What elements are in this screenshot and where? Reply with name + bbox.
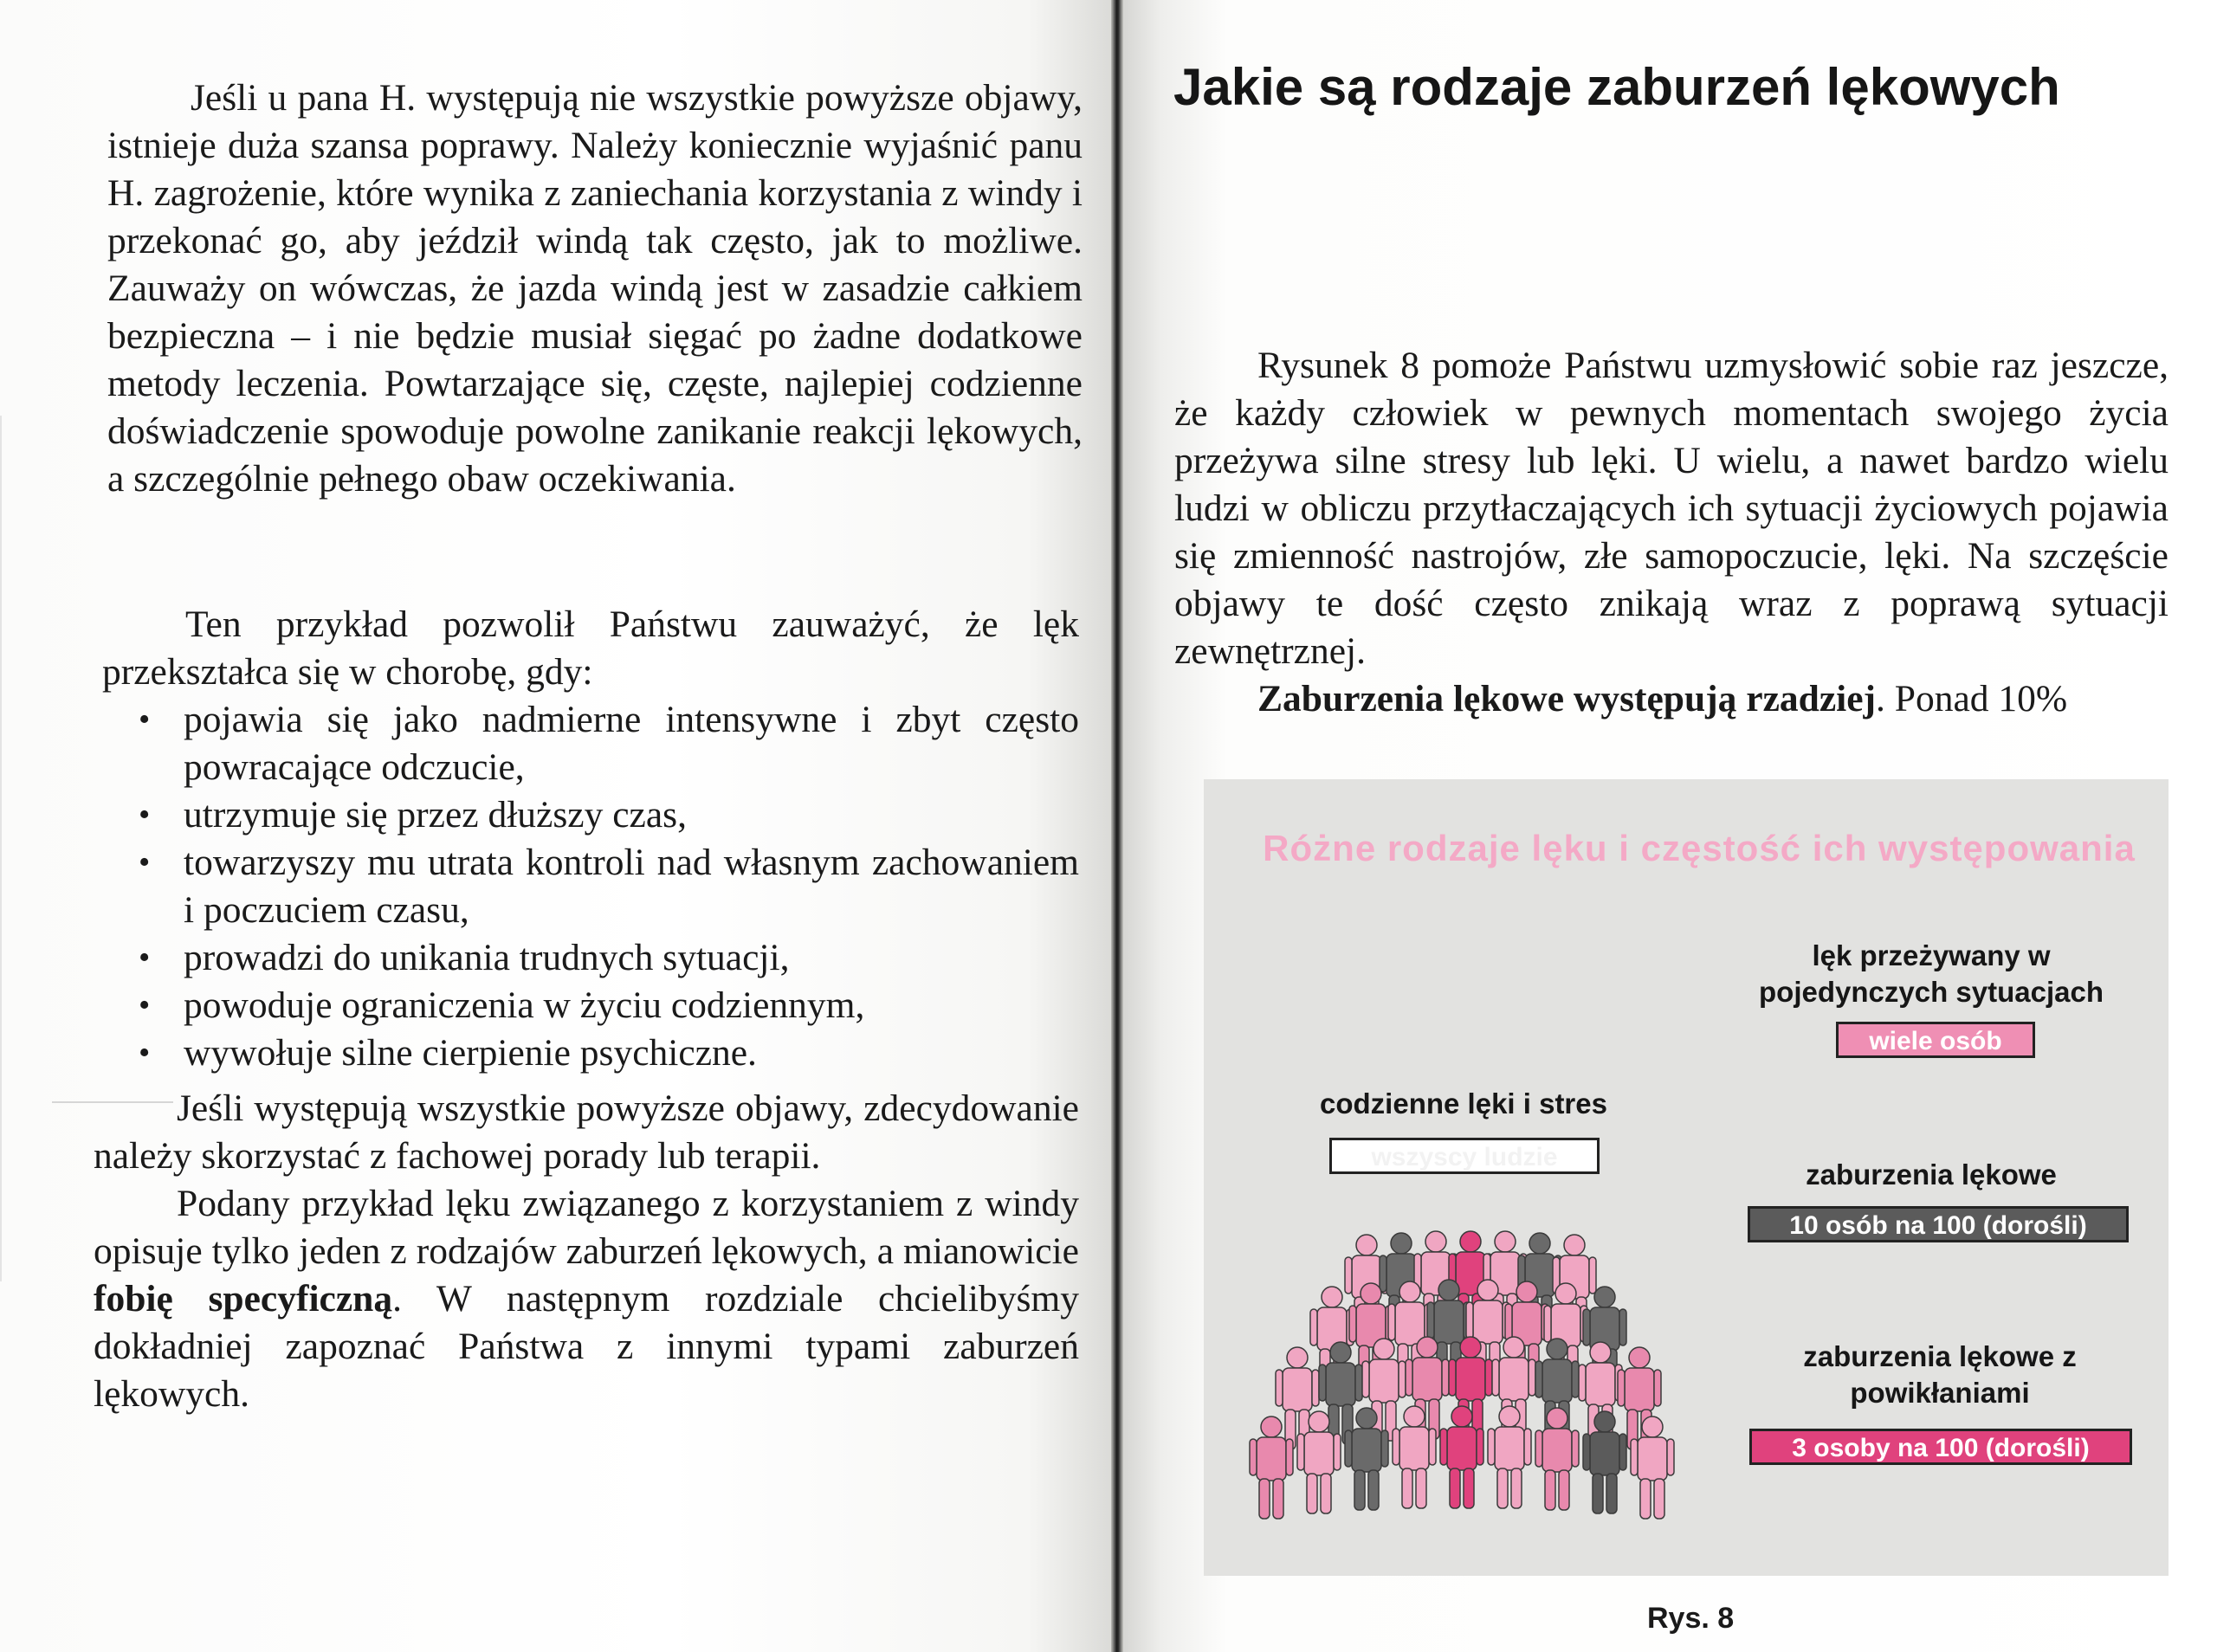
- frequency-box-disorders: 10 osób na 100 (dorośli): [1748, 1206, 2129, 1242]
- frequency-box-single-situations: wiele osób: [1836, 1022, 2035, 1058]
- book-gutter: [1111, 0, 1123, 1652]
- bold-statement: Zaburzenia lękowe występują rzadziej: [1257, 678, 1877, 720]
- list-item: [102, 791, 1079, 839]
- list-item-text: prowadzi do unikania trudnych sytuacji,: [184, 937, 790, 978]
- bullet-icon: •: [139, 701, 151, 738]
- left-paragraph-1-block: [107, 74, 1083, 503]
- right-paragraph-1: Rysunek 8 pomoże Państwu uzmysłowić sobie raz jeszcze, że każdy człowiek w pewnych momentach swojego życia przeżywa silne stresy lub lęki. U wielu, a nawet bardzo wielu ludzi w obliczu przytłaczających ich sytuacji życiowych pojawia się zmienność nastrojów, złe samopoczucie, lęki. Na szczęście objawy te dość często znikają wraz z poprawą sytuacji zewnętrznej.: [1174, 345, 2169, 672]
- bullet-icon: •: [139, 987, 151, 1023]
- frequency-box-everyday: wszyscy ludzie: [1329, 1138, 1600, 1174]
- bullet-icon: •: [139, 844, 151, 881]
- list-item-text: pojawia się jako nadmierne intensywne i zbyt często powracające odczucie,: [184, 699, 1079, 788]
- section-title: Jakie są rodzaje zaburzeń lękowych: [1173, 58, 2060, 116]
- category-label-everyday: codzienne lęki i stres: [1320, 1087, 1607, 1120]
- pencil-mark: [0, 416, 2, 1281]
- category-label-disorders: zaburzenia lękowe: [1806, 1158, 2057, 1191]
- right-text-block: [1174, 342, 2169, 723]
- figure-caption: Rys. 8: [1647, 1602, 1735, 1635]
- crowd-people: [1250, 1231, 1674, 1519]
- symptom-list: [102, 696, 1079, 1077]
- bullet-icon: •: [139, 1035, 151, 1071]
- bullet-icon: •: [139, 797, 151, 833]
- list-item: [102, 982, 1079, 1029]
- list-item-text: utrzymuje się przez dłuższy czas,: [184, 794, 687, 836]
- left-paragraph-2: Ten przykład pozwolił Państwu zauważyć, że lęk przekształca się w chorobę, gdy:: [102, 603, 1079, 693]
- bullet-icon: •: [139, 939, 151, 976]
- right-paragraph-2: [1174, 675, 2169, 723]
- left-closing-block: [94, 1085, 1079, 1418]
- list-item-text: towarzyszy mu utrata kontroli nad własnym zachowaniem i poczuciem czasu,: [184, 842, 1079, 931]
- left-paragraph-4: [94, 1180, 1079, 1418]
- left-paragraph-1: Jeśli u pana H. występują nie wszystkie powyższe objawy, istnieje duża szansa poprawy. Należy koniecznie wyjaśnić panu H. zagrożenie, które wynika z zaniechania korzystania z windy i przekonać go, aby jeździł windą tak często, jak to możliwe. Zauważy on wówczas, że jazda windą jest w zasadzie całkiem bezpieczna – i nie będzie musiał sięgać po żadne dodatkowe metody leczenia. Powtarzające się, częste, najlepiej codzienne doświadczenie spowoduje powolne zanikanie reakcji lękowych, a szczególnie pełnego obaw oczekiwania.: [107, 77, 1083, 500]
- list-item: [102, 839, 1079, 934]
- list-item-text: powoduje ograniczenia w życiu codziennym,: [184, 984, 865, 1026]
- list-item: [102, 934, 1079, 982]
- category-label-single-situations: lęk przeżywany w pojedynczych sytuacjach: [1759, 939, 2104, 1008]
- category-label-complications: zaburzenia lękowe z powikłaniami: [1803, 1340, 2077, 1409]
- paragraph-4-end: . W następnym rozdziale chcielibyśmy dokładniej zapoznać Państwa z innymi typami zaburzeń lękowych.: [94, 1278, 1080, 1415]
- list-item: [102, 1029, 1079, 1077]
- list-item-text: wywołuje silne cierpienie psychiczne.: [184, 1032, 757, 1074]
- left-list-block: [102, 601, 1079, 1077]
- crowd-illustration: [1237, 1229, 1704, 1541]
- left-paragraph-3: Jeśli występują wszystkie powyższe objawy, zdecydowanie należy skorzystać z fachowej porady lub terapii.: [94, 1087, 1079, 1177]
- bold-term: fobię specyficzną: [94, 1278, 393, 1320]
- list-item: [102, 696, 1079, 791]
- frequency-box-complications: 3 osoby na 100 (dorośli): [1749, 1429, 2132, 1465]
- paragraph-2-end: . Ponad 10%: [1876, 678, 2068, 720]
- figure-title: Różne rodzaje lęku i częstość ich występowania: [1263, 828, 2136, 868]
- anxiety-types-figure: [1204, 779, 2169, 1576]
- paragraph-4-start: Podany przykład lęku związanego z korzystaniem z windy opisuje tylko jeden z rodzajów zaburzeń lękowych, a mianowicie: [94, 1183, 1079, 1272]
